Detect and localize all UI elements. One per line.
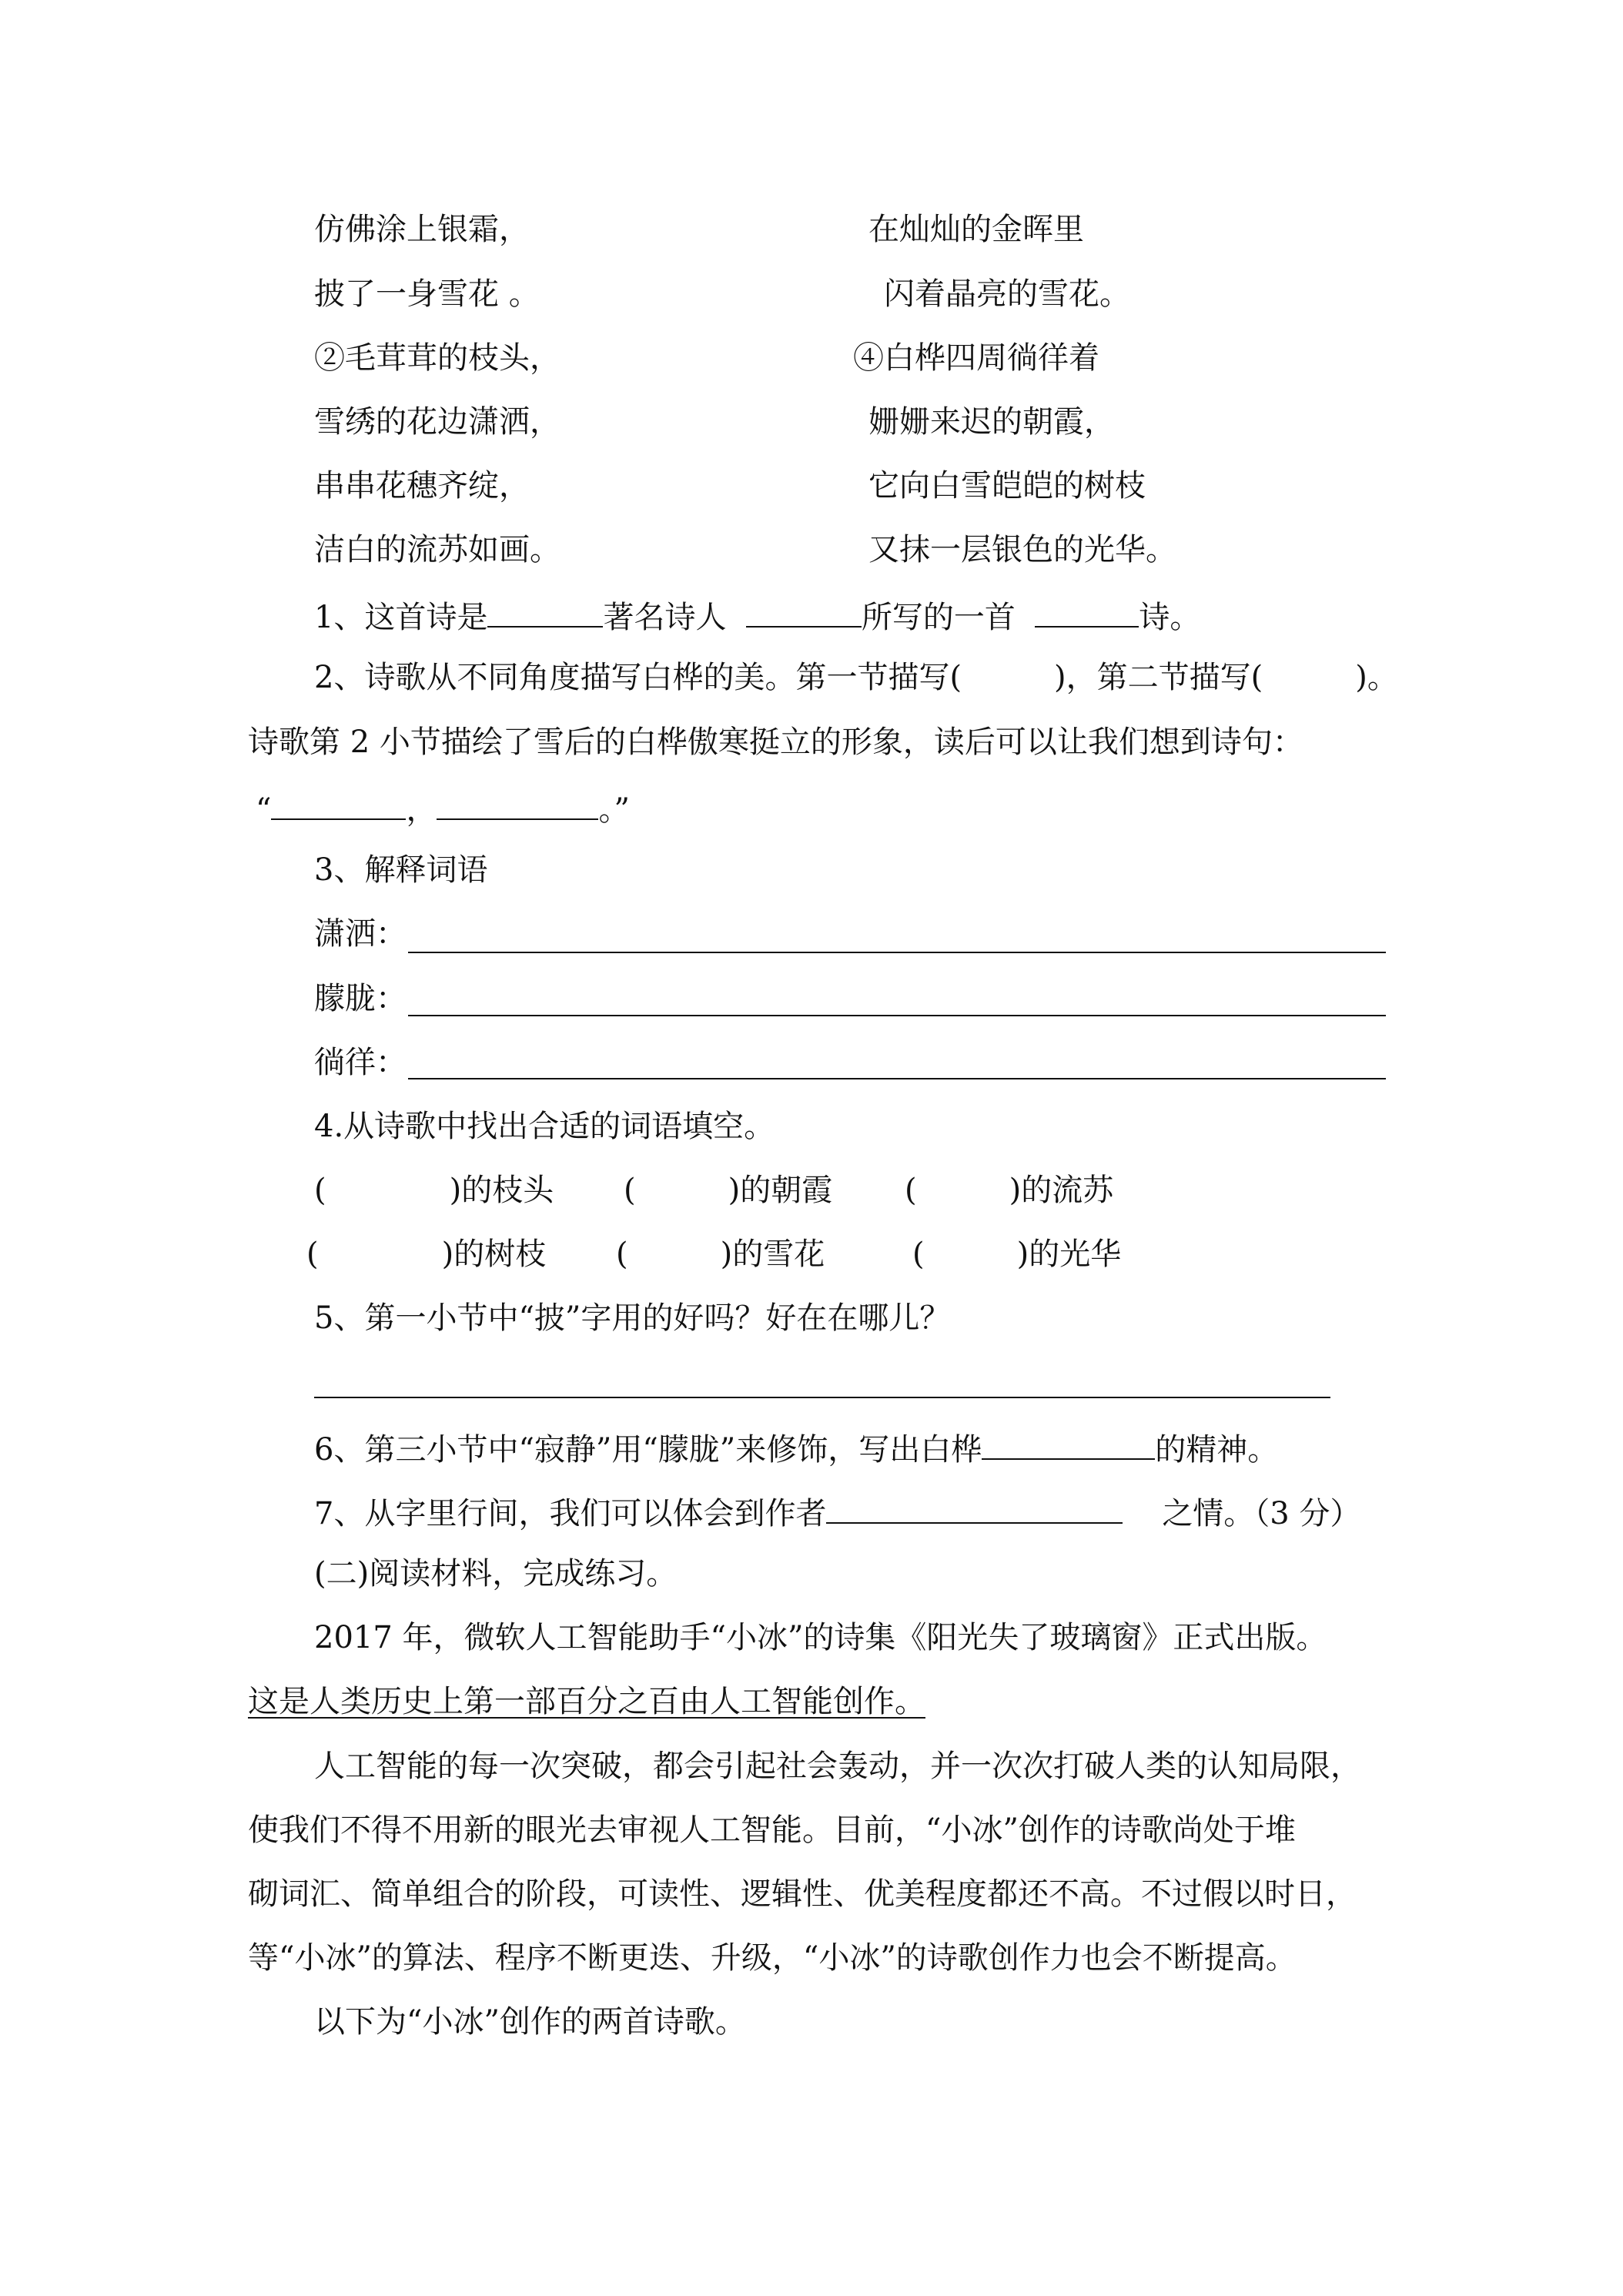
fill-item[interactable]: ( )的雪花 [616, 1237, 825, 1272]
question-1: 1、这首诗是 著名诗人 所写的一首 诗。 [314, 600, 1201, 635]
answer-blank[interactable] [487, 598, 603, 628]
poem-right-line: 姗姗来迟的朝霞， [868, 404, 1115, 440]
answer-blank[interactable] [826, 1494, 1123, 1524]
poem-left-line: 洁白的流苏如画。 [314, 532, 561, 567]
fill-item[interactable]: ( )的树枝 [306, 1237, 547, 1272]
poem-right-line: 闪着晶亮的雪花。 [884, 276, 1130, 312]
fill-item[interactable]: ( )的枝头 [314, 1173, 554, 1208]
answer-blank[interactable] [271, 791, 406, 820]
poem-left-line: 雪绣的花边潇洒， [314, 404, 561, 440]
question-2-verse-blanks: “ ， 。” [256, 792, 630, 828]
fill-item[interactable]: ( )的朝霞 [624, 1173, 833, 1208]
word-label: 朦胧： [314, 981, 407, 1016]
answer-blank[interactable] [437, 791, 598, 820]
word-label: 徜徉： [314, 1045, 407, 1080]
answer-line[interactable] [314, 1397, 1330, 1398]
word-label: 潇洒： [314, 916, 407, 952]
poem-right-line: 又抹一层银色的光华。 [868, 532, 1176, 567]
answer-blank[interactable] [1035, 598, 1139, 628]
poem-left-line: 仿佛涂上银霜， [314, 212, 530, 247]
poem-right-line: ④白桦四周徜徉着 [853, 340, 1099, 376]
answer-line[interactable] [408, 952, 1386, 953]
answer-line[interactable] [408, 1015, 1386, 1016]
section-2-title: (二)阅读材料，完成练习。 [314, 1556, 678, 1591]
poem-left-line: 披了一身雪花 。 [314, 276, 540, 312]
poem-right-line: 它向白雪皑皑的树枝 [868, 468, 1146, 504]
poem-left-line: ②毛茸茸的枝头， [314, 340, 561, 376]
passage-line: 人工智能的每一次突破，都会引起社会轰动，并一次次打破人类的认知局限， [314, 1749, 1361, 1784]
question-5: 5、第一小节中“披”字用的好吗？好在在哪儿？ [314, 1300, 951, 1336]
question-4-title: 4.从诗歌中找出合适的词语填空。 [314, 1109, 775, 1144]
question-2-line2: 诗歌第 2 小节描绘了雪后的白桦傲寒挺立的形象，读后可以让我们想到诗句： [248, 725, 1303, 760]
question-3-title: 3、解释词语 [314, 852, 488, 888]
question-2-line1: 2、诗歌从不同角度描写白桦的美。第一节描写( )，第二节描写( )。 [314, 660, 1398, 695]
fill-item[interactable]: ( )的光华 [912, 1237, 1122, 1272]
passage-line: 等“小冰”的算法、程序不断更迭、升级，“小冰”的诗歌创作力也会不断提高。 [248, 1940, 1297, 1976]
poem-right-line: 在灿灿的金晖里 [868, 212, 1084, 247]
answer-blank[interactable] [746, 598, 862, 628]
question-7: 7、从字里行间，我们可以体会到作者 之情。（3 分） [314, 1496, 1361, 1531]
passage-line: 使我们不得不用新的眼光去审视人工智能。目前，“小冰”创作的诗歌尚处于堆 [248, 1812, 1296, 1848]
fill-item[interactable]: ( )的流苏 [905, 1173, 1114, 1208]
answer-blank[interactable] [982, 1431, 1155, 1460]
question-6: 6、第三小节中“寂静”用“朦胧”来修饰，写出白桦 的精神。 [314, 1432, 1279, 1468]
poem-left-line: 串串花穗齐绽， [314, 468, 530, 504]
passage-line: 以下为“小冰”创作的两首诗歌。 [314, 2004, 746, 2040]
passage-line: 砌词汇、简单组合的阶段，可读性、逻辑性、优美程度都还不高。不过假以时日， [248, 1876, 1357, 1912]
answer-line[interactable] [408, 1078, 1386, 1079]
passage-line: 2017 年，微软人工智能助手“小冰”的诗集《阳光失了玻璃窗》正式出版。 [314, 1620, 1327, 1655]
underlined-sentence: 这是人类历史上第一部百分之百由人工智能创作。 [248, 1684, 925, 1719]
